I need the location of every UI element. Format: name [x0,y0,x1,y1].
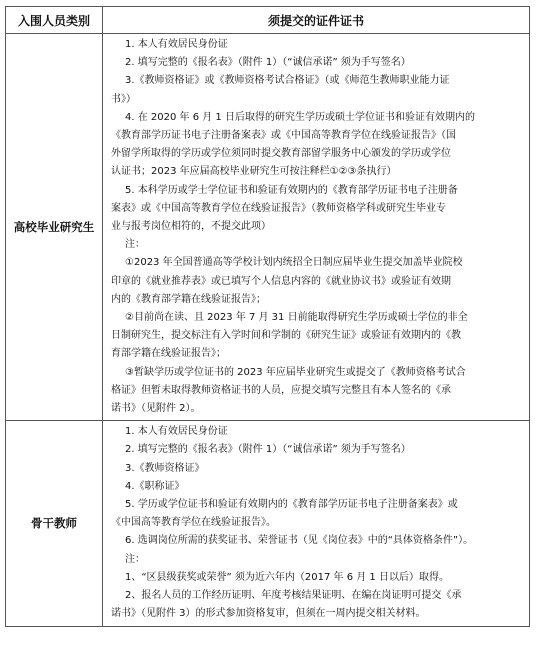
documents-cell [103,421,530,626]
category-cell: 骨干教师 [6,421,103,626]
note-line: 诺书》（见附件 3）的形式参加资格复审，但须在一周内提交相关材料。 [111,608,426,620]
category-cell: 高校毕业研究生 [6,34,103,421]
table-row-key-teachers [6,421,530,626]
note-label: 注： [125,239,145,251]
doc-line: 《教育部学历证书电子注册备案表》或《中国高等教育学位在线验证报告》（国 [111,130,456,142]
doc-line: 书》） [111,93,136,105]
doc-line: 外留学所取得的学历或学位须同时提交教育部留学服务中心颁发的学历或学位 [111,148,451,160]
note-line: 日制研究生，提交标注有入学时间和学制的《研究生证》或验证有效期内的《教 [111,330,461,342]
doc-line: 《中国高等教育学位在线验证报告》。 [111,517,276,529]
table-row-graduates [6,34,530,421]
doc-line: 4.《职称证》 [125,480,185,492]
note-line: ②目前尚在读、且 2023 年 7 月 31 日前能取得研究生学历或硕士学位的非全 [125,312,468,324]
note-line: ①2023 年全国普通高等学校计划内统招全日制应届毕业生提交加盖毕业院校 [125,257,463,269]
note-line: 诺书》（见附件 2）。 [111,403,201,415]
doc-line: 1. 本人有效居民身份证 [125,426,228,438]
doc-line: 6. 选调岗位所需的获奖证书、荣誉证书（见《岗位表》中的“具体资格条件”）。 [125,535,474,547]
table-header-row [6,7,530,34]
note-line: ③暂缺学历或学位证书的 2023 年应届毕业研究生或提交了《教师资格考试合 [125,366,466,378]
note-line: 1、“区县级获奖或荣誉” 须为近六年内（2017 年 6 月 1 日以后）取得。 [125,571,449,583]
header-category: 入围人员类别 [6,7,103,34]
documents-cell [103,34,530,421]
note-line: 2、报名人员的工作经历证明、年度考核结果证明、在编在岗证明可提交《承 [125,590,462,602]
requirements-table [5,6,530,627]
doc-line: 2. 填写完整的《报名表》（附件 1）（“诚信承诺” 须为手写签名） [125,57,411,69]
doc-line: 2. 填写完整的《报名表》（附件 1）（“诚信承诺” 须为手写签名） [125,444,411,456]
doc-line: 4. 在 2020 年 6 月 1 日后取得的研究生学历或硕士学位证书和验证有效期内的 [125,111,475,123]
note-line: 内的《教育部学籍在线验证报告》； [111,293,266,305]
doc-line: 案表》或《中国高等教育学位在线验证报告》（教师资格学科或研究生毕业专 [111,202,446,214]
document-table-wrapper [5,6,529,627]
doc-line: 1. 本人有效居民身份证 [125,39,228,50]
doc-line: 5. 学历或学位证书和验证有效期内的《教育部学历证书电子注册备案表》或 [125,499,458,511]
doc-line: 5. 本科学历或学士学位证书和验证有效期内的《教育部学历证书电子注册备 [125,184,458,196]
doc-line: 3.《教师资格证》或《教师资格考试合格证》（或《师范生教师职业能力证 [125,75,450,87]
note-line: 育部学籍在线验证报告》； [111,348,226,360]
doc-line: 认证书；2023 年应届高校毕业研究生可按注释栏①②③条执行） [111,166,397,178]
note-line: 印章的《就业推荐表》或已填写个人信息内容的《就业协议书》或验证有效期 [111,275,451,287]
note-line: 格证》但暂未取得教师资格证书的人员，应提交填写完整且有本人签名的《承 [111,384,451,396]
doc-line: 业与报考岗位相符的，不提交此项） [111,221,271,233]
header-documents: 须提交的证件证书 [103,7,530,34]
doc-line: 3.《教师资格证》 [125,462,205,474]
note-label: 注： [125,553,145,565]
